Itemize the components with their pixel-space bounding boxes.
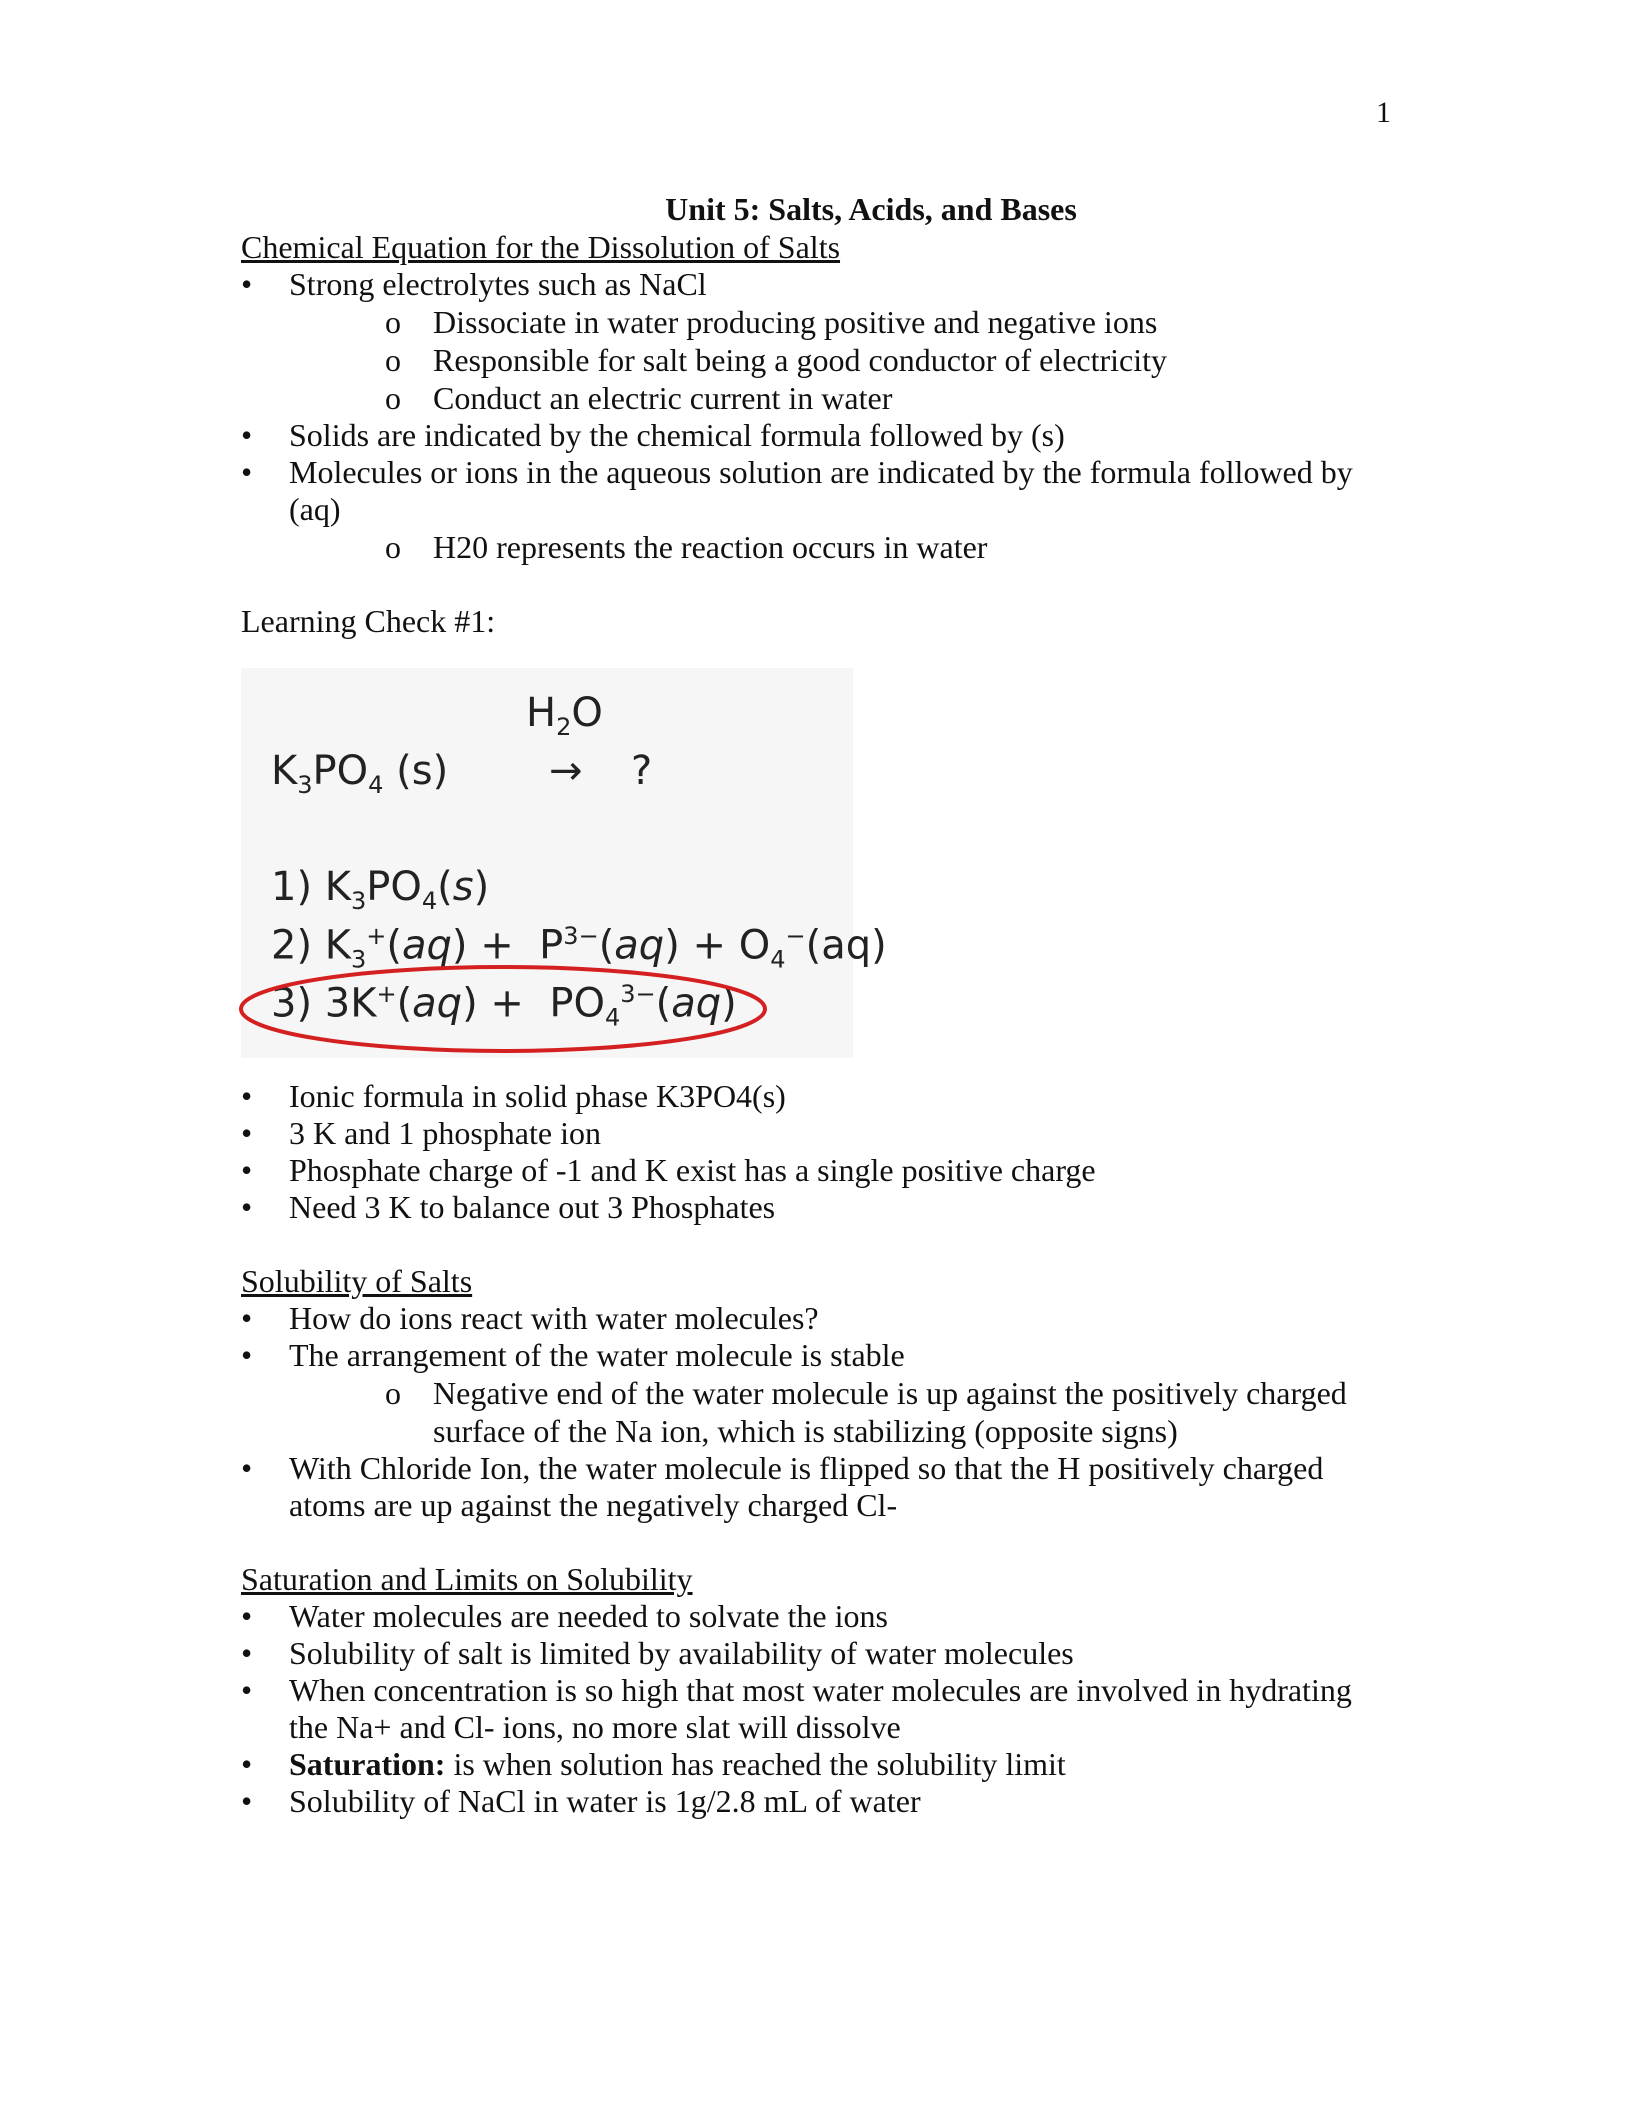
list-item: [241, 1635, 1381, 1672]
bullet-icon: •: [241, 1300, 253, 1336]
answer-option-1: 1) $K_3PO_4(s)$: [271, 864, 490, 915]
sub-list-item: [241, 528, 1381, 566]
list-item: [241, 1115, 1381, 1152]
paragraph-spacer: [241, 566, 1381, 602]
solubility-list: [241, 1300, 1381, 1374]
bullet-icon: •: [241, 1635, 253, 1671]
list-item: [241, 1152, 1381, 1189]
list-item: [241, 417, 1381, 454]
bullet-icon: •: [241, 1115, 253, 1151]
bullet-icon: •: [241, 454, 253, 490]
list-item-text: The arrangement of the water molecule is stable: [289, 1337, 905, 1373]
list-item: [241, 1746, 1381, 1783]
sub-bullet-icon: o: [385, 529, 401, 565]
solubility-sublist: [241, 1374, 1381, 1450]
list-item: [241, 1189, 1381, 1226]
sub-list-item: [241, 379, 1381, 417]
sub-bullet-icon: o: [385, 304, 401, 340]
document-title: Unit 5: Salts, Acids, and Bases: [665, 191, 1077, 227]
solubility-list-continued: [241, 1450, 1381, 1524]
section-heading-solubility: Solubility of Salts: [241, 1263, 473, 1299]
list-item-text: Phosphate charge of -1 and K exist has a single positive charge: [289, 1152, 1096, 1188]
list-item-text: 3 K and 1 phosphate ion: [289, 1115, 601, 1151]
bullet-icon: •: [241, 1598, 253, 1634]
sub-list-item-text: Responsible for salt being a good conductor of electricity: [433, 342, 1168, 378]
answer-option-2: 2) $K_3^+(aq) + P^{3-}(aq) + O_4^-(aq)$: [271, 922, 887, 974]
list-item: [241, 1300, 1381, 1337]
sub-bullet-icon: o: [385, 1375, 401, 1411]
list-item: [241, 266, 1381, 303]
dissolution-list-continued: [241, 417, 1381, 528]
list-item-text: With Chloride Ion, the water molecule is flipped so that the H positively charged atoms are up against the negatively charged Cl-: [289, 1450, 1324, 1523]
sub-list-item-text: Negative end of the water molecule is up against the positively charged surface of the Na ion, which is stabilizing (opposite signs): [433, 1375, 1347, 1449]
list-item-text: Solubility of salt is limited by availability of water molecules: [289, 1635, 1074, 1671]
list-item-text: How do ions react with water molecules?: [289, 1300, 819, 1336]
electrolyte-sublist: [241, 303, 1381, 417]
sub-bullet-icon: o: [385, 380, 401, 416]
paragraph-spacer: [241, 1524, 1381, 1560]
learning-check-notes: [241, 1078, 1381, 1226]
list-item-text: Need 3 K to balance out 3 Phosphates: [289, 1189, 776, 1225]
paragraph-spacer: [241, 1226, 1381, 1262]
list-item: [241, 1337, 1381, 1374]
bullet-icon: •: [241, 1746, 253, 1782]
equation-image: [241, 668, 887, 1058]
document-body: [241, 190, 1381, 1820]
list-item-text: Water molecules are needed to solvate the ions: [289, 1598, 888, 1634]
list-item-text: Ionic formula in solid phase K3PO4(s): [289, 1078, 786, 1114]
bullet-icon: •: [241, 1337, 253, 1373]
section-heading-dissolution: Chemical Equation for the Dissolution of Salts: [241, 229, 841, 265]
sub-list-item: [241, 303, 1381, 341]
sub-list-item: [241, 1374, 1381, 1450]
sub-list-item: [241, 341, 1381, 379]
solvent-label: $H_2O$: [526, 690, 603, 741]
reaction-arrow: →: [549, 748, 583, 794]
section-heading-saturation: Saturation and Limits on Solubility: [241, 1561, 693, 1597]
list-item-text: Strong electrolytes such as NaCl: [289, 266, 707, 302]
saturation-list: [241, 1598, 1381, 1820]
list-item-text: When concentration is so high that most water molecules are involved in hydrating the Na+ and Cl- ions, no more slat will dissolve: [289, 1672, 1352, 1745]
page-number: 1: [1376, 96, 1391, 129]
list-item: [241, 454, 1381, 528]
unknown-product: ?: [631, 748, 653, 794]
bullet-icon: •: [241, 1783, 253, 1819]
saturation-term: Saturation:: [289, 1746, 446, 1782]
answer-option-3: 3) $3K^+(aq) + PO_4^{3-}(aq)$: [271, 980, 737, 1032]
list-item: [241, 1598, 1381, 1635]
list-item: [241, 1078, 1381, 1115]
list-item-text: Solubility of NaCl in water is 1g/2.8 mL of water: [289, 1783, 921, 1819]
list-item-text: Solids are indicated by the chemical formula followed by (s): [289, 417, 1065, 453]
sub-bullet-icon: o: [385, 342, 401, 378]
sub-list-item-text: Conduct an electric current in water: [433, 380, 893, 416]
bullet-icon: •: [241, 266, 253, 302]
bullet-icon: •: [241, 1672, 253, 1708]
learning-check-label: Learning Check #1:: [241, 603, 496, 639]
list-item: [241, 1783, 1381, 1820]
dissolution-list: [241, 266, 1381, 303]
list-item: [241, 1672, 1381, 1746]
list-item: [241, 1450, 1381, 1524]
list-item-text: is when solution has reached the solubility limit: [445, 1746, 1066, 1782]
bullet-icon: •: [241, 1450, 253, 1486]
reactant-formula: $K_3PO_4$ (s): [271, 748, 449, 799]
bullet-icon: •: [241, 1078, 253, 1114]
sub-list-item-text: H20 represents the reaction occurs in water: [433, 529, 988, 565]
list-item-text: Molecules or ions in the aqueous solution are indicated by the formula followed by (aq): [289, 454, 1353, 527]
bullet-icon: •: [241, 417, 253, 453]
answer-highlight-ellipse: [235, 960, 775, 1060]
sub-list-item-text: Dissociate in water producing positive and negative ions: [433, 304, 1158, 340]
bullet-icon: •: [241, 1152, 253, 1188]
aqueous-sublist: [241, 528, 1381, 566]
bullet-icon: •: [241, 1189, 253, 1225]
